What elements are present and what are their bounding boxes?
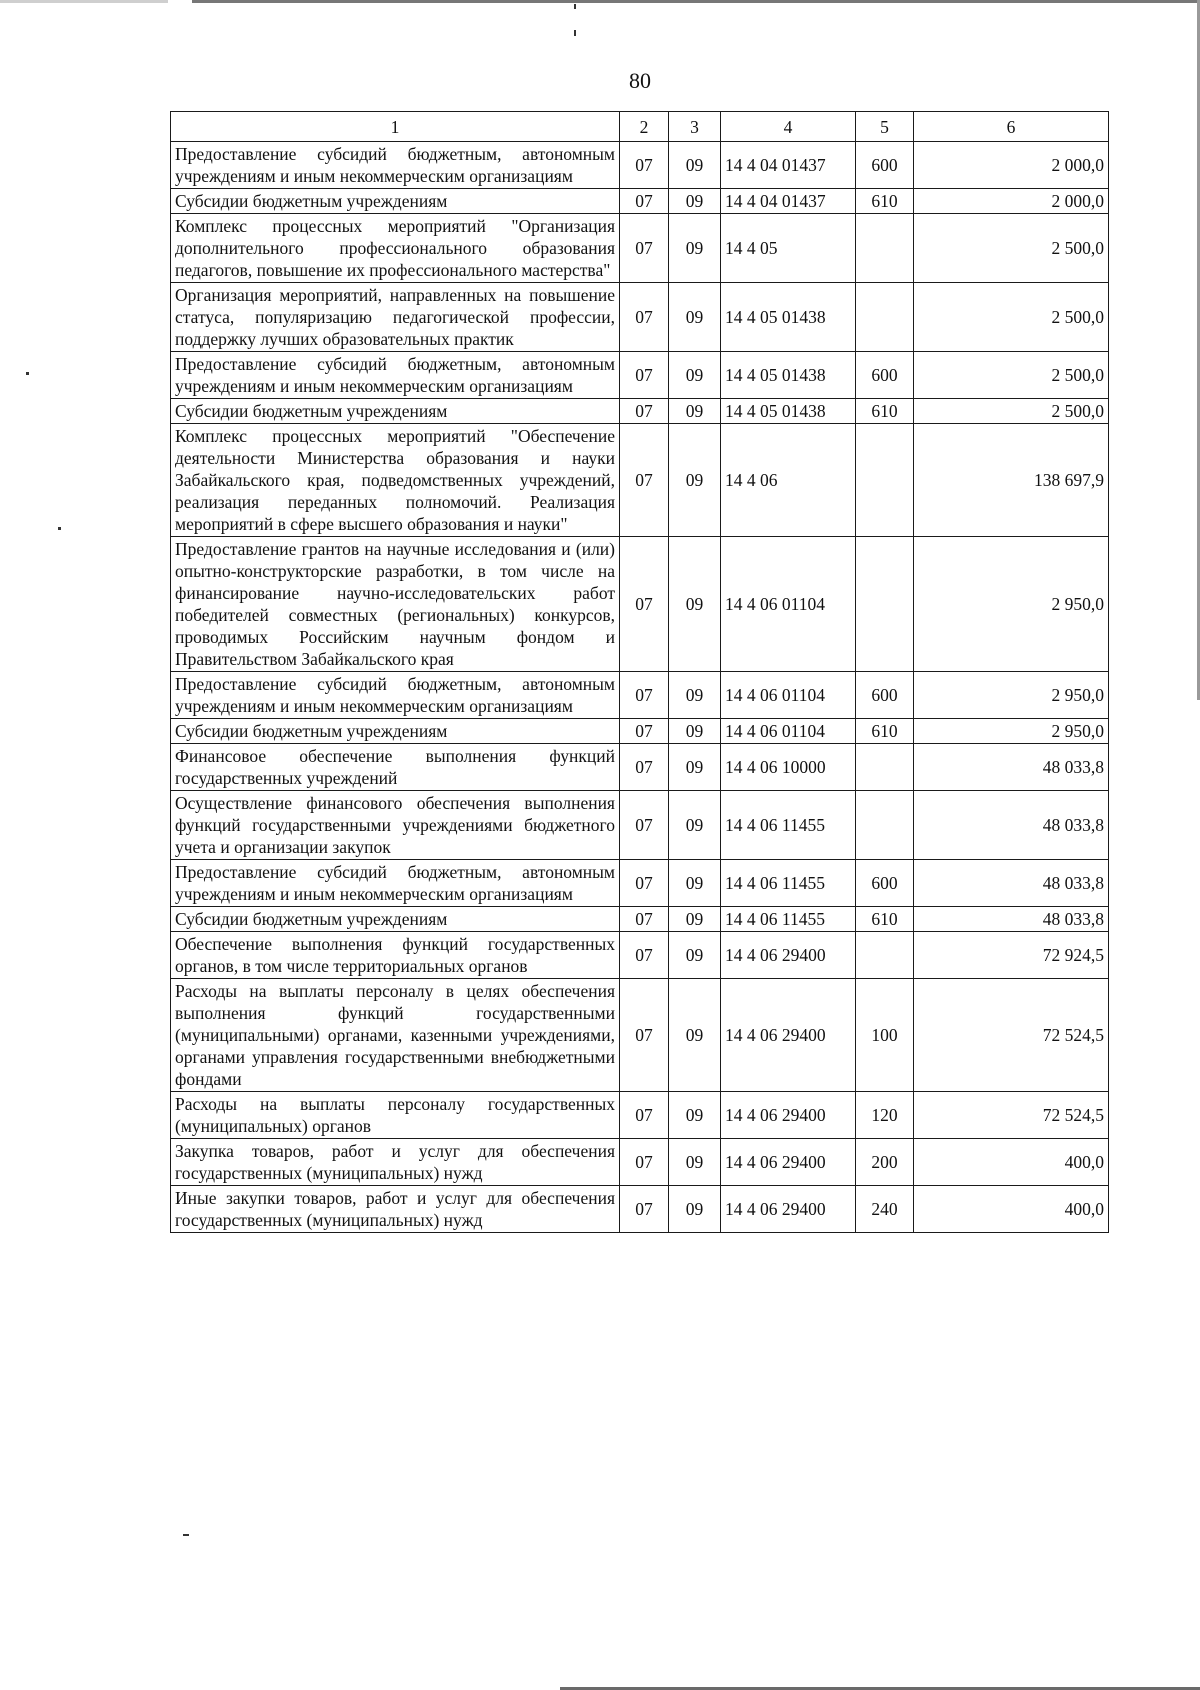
table-row (171, 424, 1109, 537)
section-code-cell: 07 (620, 860, 669, 907)
subsection-code-cell: 09 (669, 399, 721, 424)
subsection-code-cell: 09 (669, 860, 721, 907)
amount-cell: 2 500,0 (914, 283, 1109, 352)
subsection-code-cell: 09 (669, 791, 721, 860)
header-col-5: 5 (856, 112, 914, 142)
section-code-cell: 07 (620, 744, 669, 791)
subsection-code-cell: 09 (669, 537, 721, 672)
scan-speck (26, 372, 29, 375)
table-row (171, 979, 1109, 1092)
expense-name-cell: Предоставление субсидий бюджетным, автономным учреждениям и иным некоммерческим организациям (171, 672, 620, 719)
amount-cell: 72 524,5 (914, 979, 1109, 1092)
amount-cell: 400,0 (914, 1186, 1109, 1233)
amount-cell: 48 033,8 (914, 907, 1109, 932)
amount-cell: 2 000,0 (914, 142, 1109, 189)
amount-cell: 48 033,8 (914, 791, 1109, 860)
subsection-code-cell: 09 (669, 283, 721, 352)
expense-type-cell: 600 (856, 860, 914, 907)
table-row (171, 719, 1109, 744)
budget-table (170, 111, 1109, 1233)
expense-type-cell (856, 791, 914, 860)
amount-cell: 2 950,0 (914, 672, 1109, 719)
amount-cell: 2 950,0 (914, 537, 1109, 672)
section-code-cell: 07 (620, 1139, 669, 1186)
subsection-code-cell: 09 (669, 142, 721, 189)
table-body (171, 142, 1109, 1233)
subsection-code-cell: 09 (669, 352, 721, 399)
expense-type-cell: 600 (856, 672, 914, 719)
table-row (171, 1139, 1109, 1186)
expense-name-cell: Предоставление грантов на научные исследования и (или) опытно-конструкторские разработки, в том числе на финансирование научно-исследовательских работ победителей совместных (региональных) конкурсов, проводимых Российским научным фондом и Правительством Забайкальского края (171, 537, 620, 672)
table-row (171, 214, 1109, 283)
target-article-cell: 14 4 06 29400 (721, 1092, 856, 1139)
table-row (171, 791, 1109, 860)
scan-speck (58, 527, 61, 530)
table-row (171, 907, 1109, 932)
subsection-code-cell: 09 (669, 1186, 721, 1233)
expense-name-cell: Расходы на выплаты персоналу в целях обеспечения выполнения функций государственными (муниципальными) органами, казенными учреждениями, органами управления государственными внебюджетными фондами (171, 979, 620, 1092)
header-col-2: 2 (620, 112, 669, 142)
expense-type-cell (856, 932, 914, 979)
target-article-cell: 14 4 06 01104 (721, 672, 856, 719)
expense-type-cell: 200 (856, 1139, 914, 1186)
target-article-cell: 14 4 05 (721, 214, 856, 283)
amount-cell: 72 924,5 (914, 932, 1109, 979)
expense-type-cell: 240 (856, 1186, 914, 1233)
table-row (171, 860, 1109, 907)
target-article-cell: 14 4 06 29400 (721, 979, 856, 1092)
expense-type-cell: 600 (856, 352, 914, 399)
section-code-cell: 07 (620, 142, 669, 189)
section-code-cell: 07 (620, 189, 669, 214)
table-row (171, 1092, 1109, 1139)
subsection-code-cell: 09 (669, 979, 721, 1092)
target-article-cell: 14 4 05 01438 (721, 352, 856, 399)
section-code-cell: 07 (620, 719, 669, 744)
expense-type-cell: 610 (856, 907, 914, 932)
scan-speck (574, 30, 576, 36)
table-row (171, 932, 1109, 979)
target-article-cell: 14 4 05 01438 (721, 283, 856, 352)
section-code-cell: 07 (620, 979, 669, 1092)
amount-cell: 2 950,0 (914, 719, 1109, 744)
header-row (171, 112, 1109, 142)
expense-name-cell: Расходы на выплаты персоналу государственных (муниципальных) органов (171, 1092, 620, 1139)
table-row (171, 744, 1109, 791)
table-header (171, 112, 1109, 142)
section-code-cell: 07 (620, 1092, 669, 1139)
subsection-code-cell: 09 (669, 719, 721, 744)
expense-name-cell: Предоставление субсидий бюджетным, автономным учреждениям и иным некоммерческим организациям (171, 860, 620, 907)
section-code-cell: 07 (620, 907, 669, 932)
amount-cell: 72 524,5 (914, 1092, 1109, 1139)
table-row (171, 672, 1109, 719)
target-article-cell: 14 4 06 11455 (721, 907, 856, 932)
table-row (171, 189, 1109, 214)
expense-type-cell: 100 (856, 979, 914, 1092)
section-code-cell: 07 (620, 932, 669, 979)
expense-type-cell (856, 424, 914, 537)
section-code-cell: 07 (620, 791, 669, 860)
subsection-code-cell: 09 (669, 744, 721, 791)
expense-type-cell: 610 (856, 189, 914, 214)
section-code-cell: 07 (620, 214, 669, 283)
expense-type-cell (856, 283, 914, 352)
target-article-cell: 14 4 04 01437 (721, 142, 856, 189)
expense-name-cell: Закупка товаров, работ и услуг для обеспечения государственных (муниципальных) нужд (171, 1139, 620, 1186)
expense-name-cell: Комплекс процессных мероприятий "Организация дополнительного профессионального образования педагогов, повышение их профессионального мастерства" (171, 214, 620, 283)
target-article-cell: 14 4 06 01104 (721, 719, 856, 744)
amount-cell: 138 697,9 (914, 424, 1109, 537)
section-code-cell: 07 (620, 537, 669, 672)
target-article-cell: 14 4 06 (721, 424, 856, 537)
expense-name-cell: Субсидии бюджетным учреждениям (171, 907, 620, 932)
subsection-code-cell: 09 (669, 907, 721, 932)
target-article-cell: 14 4 06 29400 (721, 1186, 856, 1233)
table-row (171, 1186, 1109, 1233)
expense-name-cell: Субсидии бюджетным учреждениям (171, 399, 620, 424)
target-article-cell: 14 4 06 29400 (721, 1139, 856, 1186)
scan-speck (574, 4, 576, 9)
scan-speck (183, 1534, 189, 1536)
section-code-cell: 07 (620, 283, 669, 352)
section-code-cell: 07 (620, 399, 669, 424)
expense-name-cell: Обеспечение выполнения функций государственных органов, в том числе территориальных органов (171, 932, 620, 979)
expense-name-cell: Комплекс процессных мероприятий "Обеспечение деятельности Министерства образования и науки Забайкальского края, подведомственных учреждений, реализация переданных полномочий. Реализация мероприятий в сфере высшего образования и науки" (171, 424, 620, 537)
expense-name-cell: Финансовое обеспечение выполнения функций государственных учреждений (171, 744, 620, 791)
expense-type-cell (856, 214, 914, 283)
expense-type-cell (856, 744, 914, 791)
expense-name-cell: Иные закупки товаров, работ и услуг для обеспечения государственных (муниципальных) нужд (171, 1186, 620, 1233)
amount-cell: 48 033,8 (914, 744, 1109, 791)
header-col-4: 4 (721, 112, 856, 142)
subsection-code-cell: 09 (669, 1092, 721, 1139)
expense-type-cell: 610 (856, 399, 914, 424)
table-row (171, 399, 1109, 424)
scan-edge-top (0, 0, 1200, 3)
section-code-cell: 07 (620, 424, 669, 537)
header-col-1: 1 (171, 112, 620, 142)
expense-type-cell: 600 (856, 142, 914, 189)
expense-name-cell: Предоставление субсидий бюджетным, автономным учреждениям и иным некоммерческим организациям (171, 352, 620, 399)
amount-cell: 2 000,0 (914, 189, 1109, 214)
expense-type-cell: 610 (856, 719, 914, 744)
table-row (171, 352, 1109, 399)
target-article-cell: 14 4 04 01437 (721, 189, 856, 214)
section-code-cell: 07 (620, 672, 669, 719)
target-article-cell: 14 4 06 01104 (721, 537, 856, 672)
section-code-cell: 07 (620, 352, 669, 399)
subsection-code-cell: 09 (669, 932, 721, 979)
target-article-cell: 14 4 06 10000 (721, 744, 856, 791)
amount-cell: 2 500,0 (914, 352, 1109, 399)
table-row (171, 537, 1109, 672)
expense-name-cell: Осуществление финансового обеспечения выполнения функций государственными учреждениями бюджетного учета и организации закупок (171, 791, 620, 860)
subsection-code-cell: 09 (669, 214, 721, 283)
target-article-cell: 14 4 06 29400 (721, 932, 856, 979)
subsection-code-cell: 09 (669, 672, 721, 719)
expense-name-cell: Организация мероприятий, направленных на повышение статуса, популяризацию педагогической профессии, поддержку лучших образовательных практик (171, 283, 620, 352)
header-col-3: 3 (669, 112, 721, 142)
amount-cell: 2 500,0 (914, 214, 1109, 283)
target-article-cell: 14 4 06 11455 (721, 791, 856, 860)
table-row (171, 142, 1109, 189)
subsection-code-cell: 09 (669, 1139, 721, 1186)
expense-name-cell: Предоставление субсидий бюджетным, автономным учреждениям и иным некоммерческим организациям (171, 142, 620, 189)
expense-name-cell: Субсидии бюджетным учреждениям (171, 719, 620, 744)
expense-type-cell (856, 537, 914, 672)
section-code-cell: 07 (620, 1186, 669, 1233)
expense-name-cell: Субсидии бюджетным учреждениям (171, 189, 620, 214)
amount-cell: 48 033,8 (914, 860, 1109, 907)
subsection-code-cell: 09 (669, 189, 721, 214)
amount-cell: 2 500,0 (914, 399, 1109, 424)
table-row (171, 283, 1109, 352)
target-article-cell: 14 4 06 11455 (721, 860, 856, 907)
subsection-code-cell: 09 (669, 424, 721, 537)
expense-type-cell: 120 (856, 1092, 914, 1139)
page-number: 80 (629, 68, 651, 93)
header-col-6: 6 (914, 112, 1109, 142)
amount-cell: 400,0 (914, 1139, 1109, 1186)
target-article-cell: 14 4 05 01438 (721, 399, 856, 424)
